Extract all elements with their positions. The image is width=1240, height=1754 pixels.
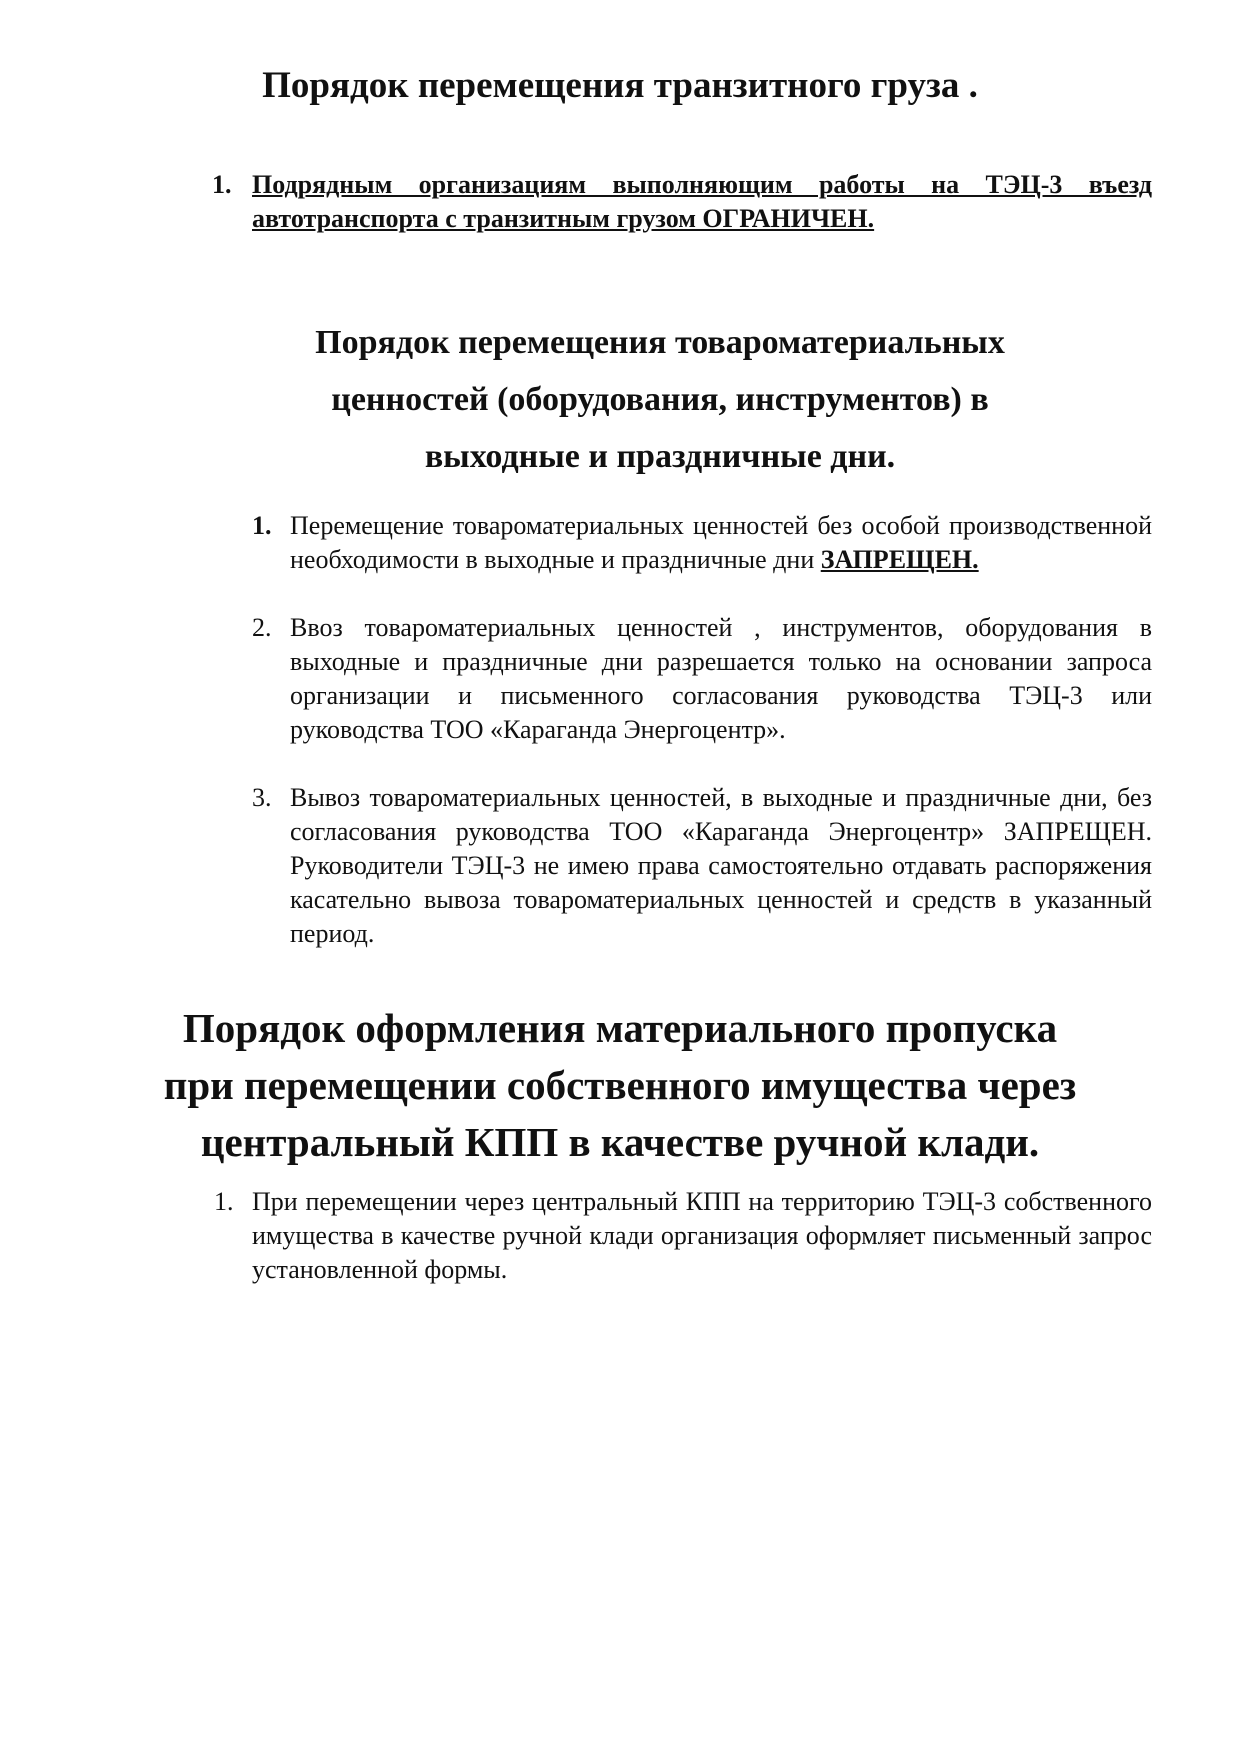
list-item-body: Перемещение товароматериальных ценностей без особой производственной необходимости в выходные и праздничные дни xyxy=(290,511,1152,574)
list-item-text: Вывоз товароматериальных ценностей, в выходные и праздничные дни, без согласования руководства ТОО «Караганда Энергоцентр» ЗАПРЕЩЕН. Руководители ТЭЦ-3 не имею права самостоятельно отдавать распоряжения касательно вывоза товароматериальных ценностей и средств в указанный период. xyxy=(290,783,1152,948)
list-item xyxy=(252,611,1152,747)
list-item-number: 1. xyxy=(214,1187,234,1216)
section-1-title: Порядок перемещения транзитного груза . xyxy=(262,65,978,106)
list-item-number: 1. xyxy=(212,170,232,199)
list-item-text: Подрядным организациям выполняющим работы на ТЭЦ-3 въезд автотранспорта с транзитным грузом ОГРАНИЧЕН. xyxy=(252,170,1152,233)
list-item-number: 3. xyxy=(252,783,272,812)
section-3-title: Порядок оформления материального пропуска при перемещении собственного имущества через центральный КПП в качестве ручной клади. xyxy=(163,1005,1077,1165)
list-item xyxy=(252,509,1152,577)
list-item-number: 2. xyxy=(252,613,272,642)
list-item-text: Ввоз товароматериальных ценностей , инструментов, оборудования в выходные и праздничные дни разрешается только на основании запроса организации и письменного согласования руководства ТЭЦ-3 или руководства ТОО «Караганда Энергоцентр». xyxy=(290,613,1152,744)
list-item xyxy=(212,168,1152,236)
section-1-list xyxy=(212,168,1152,236)
section-2-list xyxy=(252,509,1152,985)
list-item-number: 1. xyxy=(252,511,272,540)
section-2-title: Порядок перемещения товароматериальных ценностей (оборудования, инструментов) в выходные и праздничные дни. xyxy=(315,324,1005,475)
list-item-text: При перемещении через центральный КПП на территорию ТЭЦ-3 собственного имущества в качестве ручной клади организация оформляет письменный запрос установленной формы. xyxy=(252,1187,1152,1284)
list-item xyxy=(252,781,1152,951)
list-item-text xyxy=(290,509,1152,577)
prohibited-emphasis: ЗАПРЕЩЕН. xyxy=(820,545,979,574)
section-3-list xyxy=(214,1185,1152,1287)
list-item xyxy=(214,1185,1152,1287)
